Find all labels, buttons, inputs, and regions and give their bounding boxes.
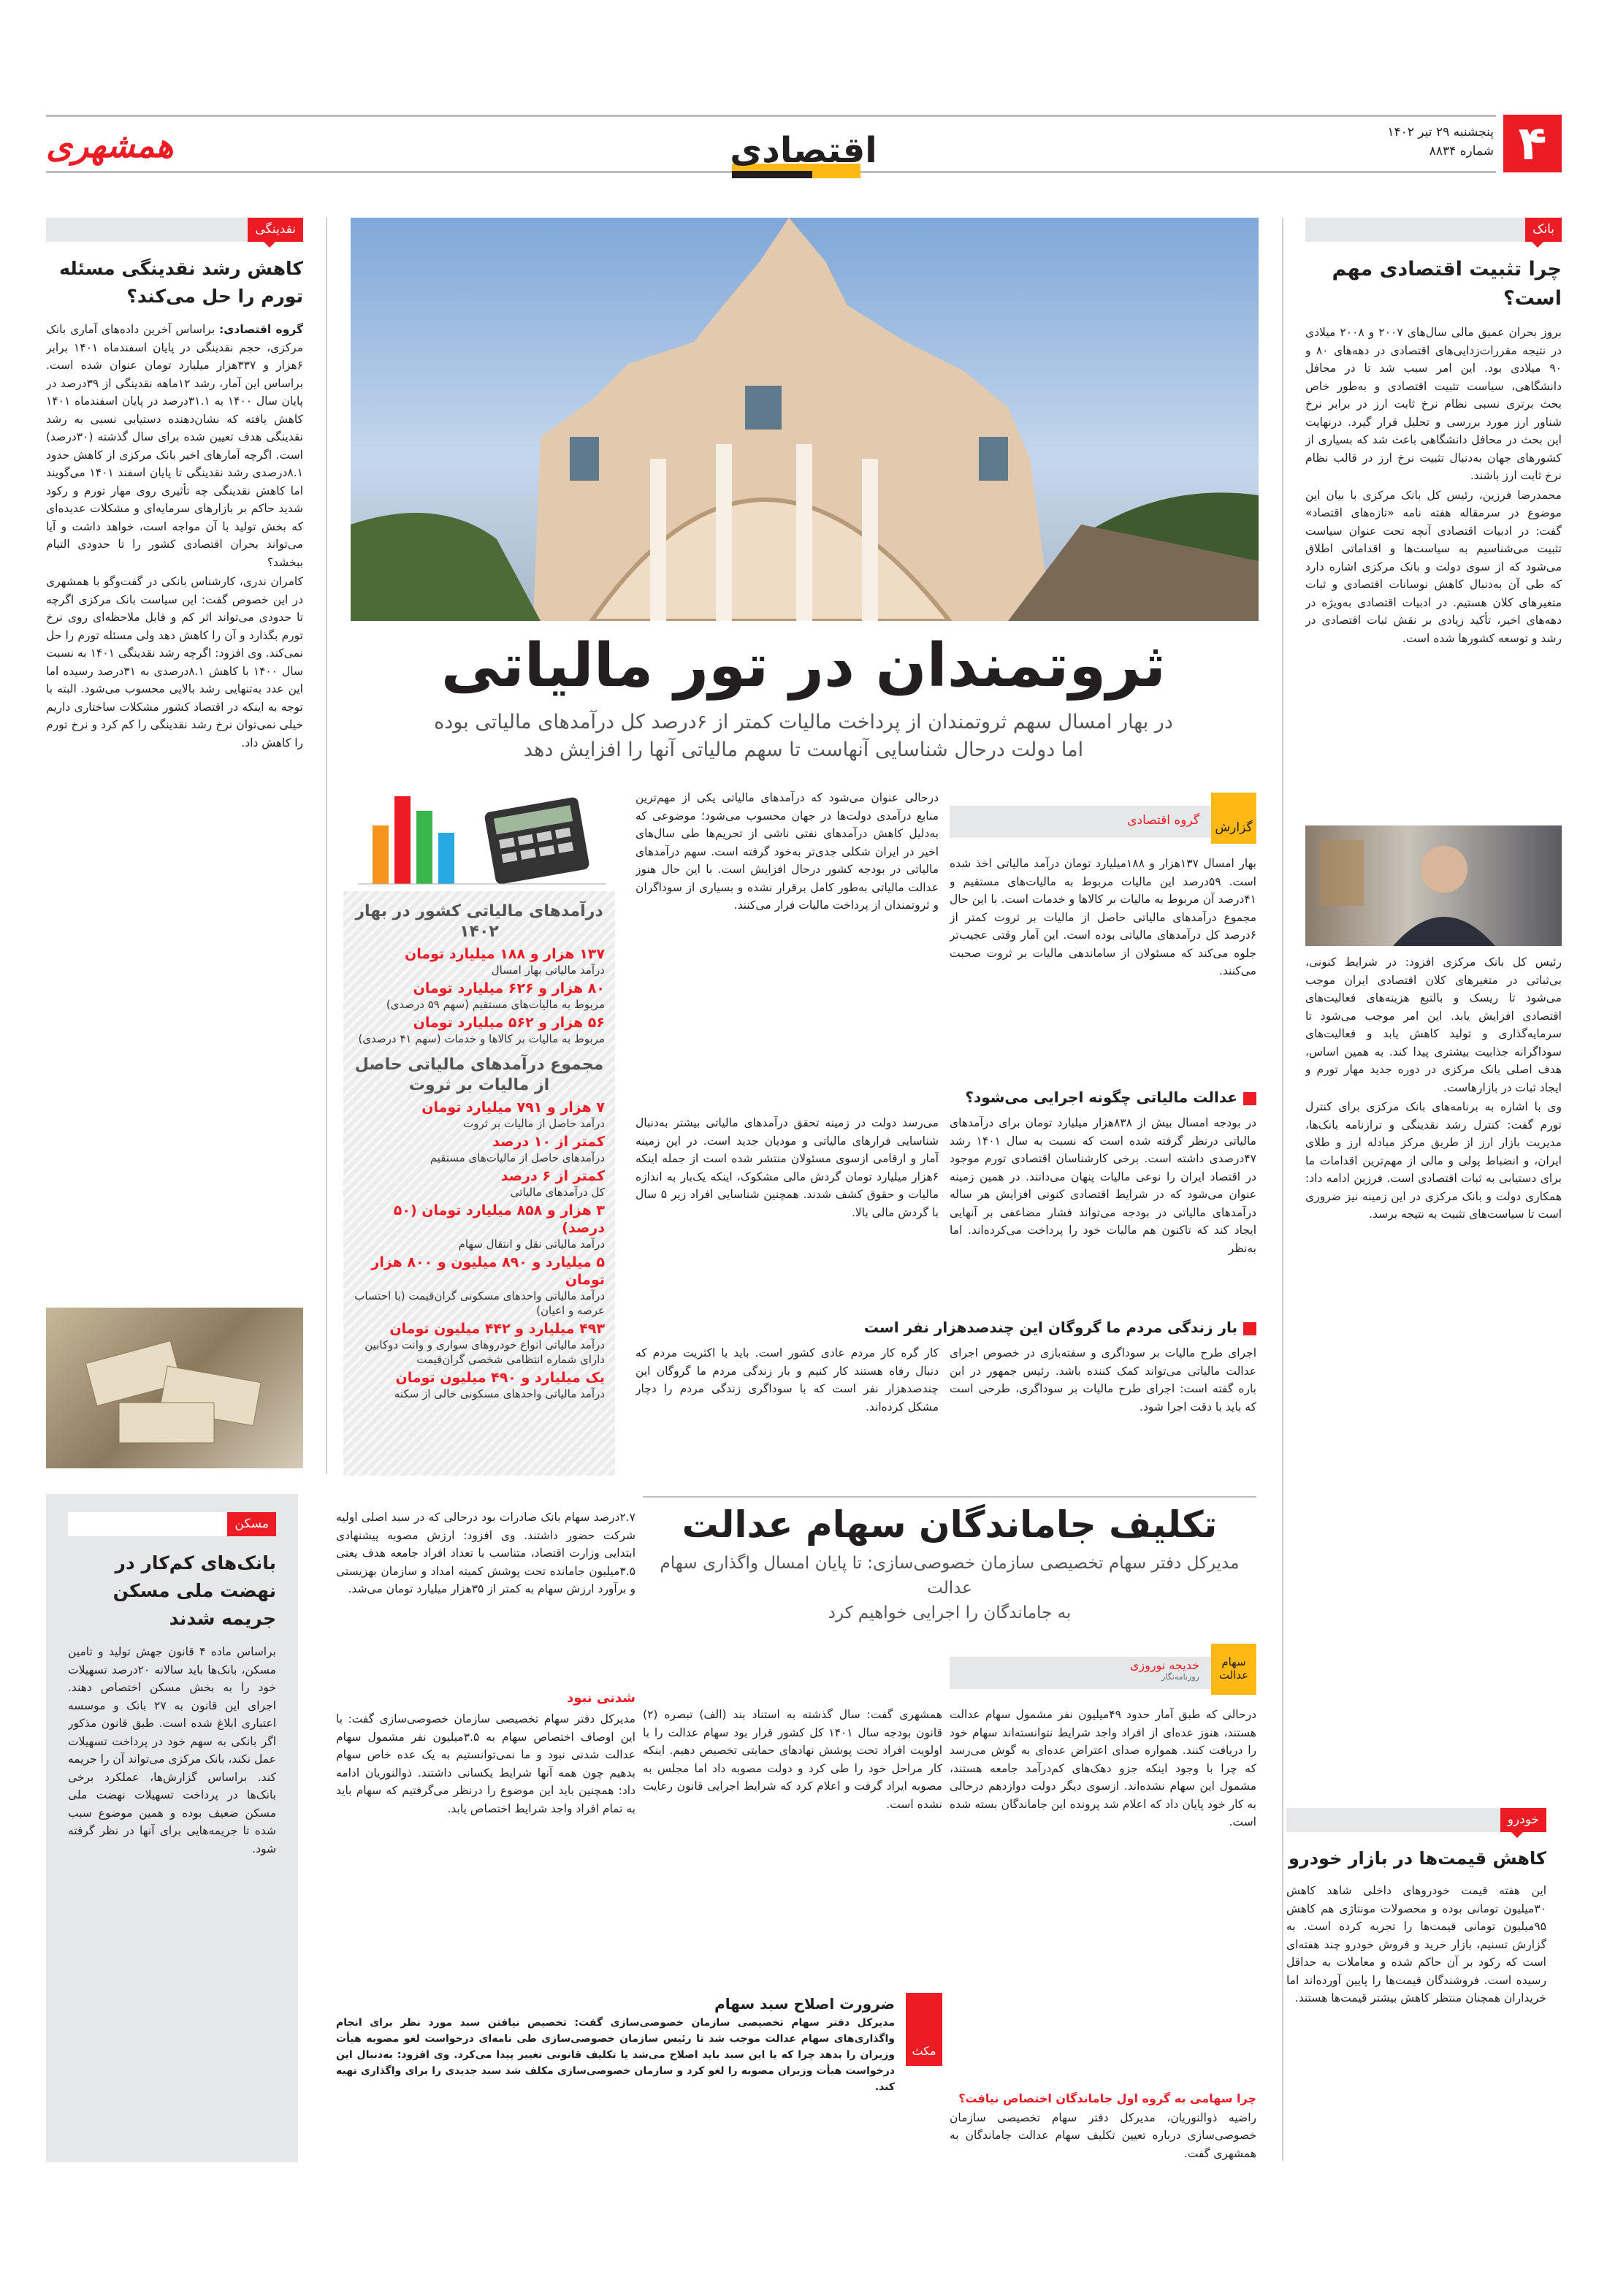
stat-label: درآمد مالیاتی بهار امسال (491, 964, 605, 977)
pause-title: ضرورت اصلاح سبد سهام (714, 1995, 895, 2013)
section-tag-bar (46, 218, 303, 242)
column-divider (1282, 218, 1283, 2161)
paragraph: اجرای طرح مالیات بر سوداگری و سفته‌بازی در خصوص اجرای عدالت مالیاتی می‌تواند کمک کننده باشد. رئیس جمهور در این باره گفته است: اجرای طرح مالیات بر سوداگری، طرحی است که باید با دقت اجرا شود. (950, 1346, 1256, 1414)
main-subhead (343, 709, 1264, 764)
page-number: ۴ (1503, 115, 1562, 172)
paragraph: می‌رسد دولت در زمینه تحقق درآمدهای مالیاتی بیشتر به‌دنبال شناسایی فرارهای مالیاتی و مودیان جدید است. در این زمینه آمار و ارقامی ازسوی مسئولان منتشر شده است از جمله اینکه ۶هزار میلیارد تومان گردش مالی مشکوک، اینکه یک‌بار به اندازه مالیات و حقوق کشف شدند. همچنین شناسایی افراد زیر ۵ سال با گردش مالی بالا. (635, 1116, 939, 1219)
tax-stats-box (343, 891, 615, 1476)
section-tag-bank: بانک (1525, 218, 1562, 242)
housing-box (46, 1494, 298, 2162)
article-title[interactable]: کاهش قیمت‌ها در بازار خودرو (1288, 1848, 1546, 1869)
shares-tag (950, 1644, 1256, 1695)
header-top-rule (46, 115, 1496, 117)
stat-label: درآمد مالیاتی واحدهای مسکونی خالی از سکنه (394, 1387, 605, 1400)
author: گروه اقتصادی (1127, 813, 1199, 828)
article-body (46, 321, 303, 1300)
main-heading-block (343, 630, 1264, 764)
paragraph: همشهری گفت: سال گذشته به استناد بند (الف) تبصره (۲) قانون بودجه سال ۱۴۰۱ کل کشور قرار بود سهام عدالت را با اولویت افراد تحت پوشش نهادهای حمایتی تخصیص دهیم. اینکه کار مراحل خود را طی کرد و دولت مصوبه داد اما مجلس به مصوبه ایراد گرفت و اعلام کرد که شرایط اجرایی قانون رعایت نشده است. (643, 1708, 942, 1811)
stat-value: کمتر از ۶ درصد (500, 1168, 605, 1184)
stat-label: درآمد مالیاتی نقل و انتقال سهام (458, 1237, 605, 1251)
stat-value: یک میلیارد و ۴۹۰ میلیون تومان (395, 1370, 605, 1386)
shares-col-right (950, 1706, 1256, 2162)
stat-label: درآمد حاصل از مالیات بر ثروت (463, 1117, 605, 1130)
paragraph: رئیس کل بانک مرکزی افزود: در شرایط کنونی، بی‌ثباتی در متغیرهای کلان اقتصادی ایران موجب می‌شود تا ریسک و بالتبع هزینه‌های فعالیت‌های اقتصادی افزایش یابد. این امر موجب می‌شود تا سرمایه‌گذاری و تولید کاهش یابد و فعالیت‌های سوداگرانه جذابیت بیشتری پیدا کند. به همین اساس، هدف اصلی بانک مرکزی در دوره جدید مهار تورم و ایجاد ثبات در بازارهاست. (1305, 956, 1562, 1094)
subhead-line: اما دولت درحال شناسایی آنهاست تا سهم مالیاتی آنها را افزایش دهد (523, 739, 1084, 761)
article-title[interactable]: بانک‌های کم‌کار در نهضت ملی مسکن جریمه شدند (112, 1552, 276, 1629)
stat-value: کمتر از ۱۰ درصد (492, 1134, 605, 1150)
report-label: گزارش (1211, 793, 1256, 844)
paragraph: براساس آخرین داده‌های آماری بانک مرکزی، حجم نقدینگی در پایان اسفندماه ۱۴۰۱ برابر ۶هزار و ۳۳۷هزار میلیارد تومان عنوان شده است. براساس این آمار، رشد ۱۲ماهه نقدینگی از ۳۹درصد در پایان سال ۱۴۰۰ به ۳۱.۱درصد در پایان اسفندماه ۱۴۰۱ کاهش یافته که نشان‌دهنده دستیابی نسبی به رشد نقدینگی هدف تعیین شده برای سال گذشته (۳۰درصد) است. اگرچه آمارهای اخیر بانک مرکزی از کاهش حدود ۸.۱درصدی رشد نقدینگی تا پایان اسفند ۱۴۰۱ می‌گویند اما کاهش نقدینگی چه تأثیری روی مهار تورم و رکود شدید حاکم بر بازارهای سرمایه‌ای و مشکلات عدیده‌ای که بخش تولید با آن مواجه است، خواهد داشت و آیا می‌تواند بحران اقتصادی کشور را تا حدودی التیام ببخشد؟ (46, 323, 303, 569)
author (1130, 1658, 1199, 1682)
article-title[interactable]: کاهش رشد نقدینگی مسئله تورم را حل می‌کند؟ (59, 258, 303, 307)
subhead-line: مدیرکل دفتر سهام تخصیصی سازمان خصوصی‌سازی: تا پایان امسال واگذاری سهام عدالت (660, 1554, 1240, 1598)
paragraph: ۲.۷درصد سهام بانک صادرات بود درحالی که در سبد اصلی اولیه شرکت حضور داشتند. وی افزود: ارزش مصوبه پیشنهادی ابتدایی وزارت اقتصاد، متناسب با تعداد افراد جامعه هدف یعنی ۳.۵میلیون جامانده تحت پوشش کمیته امداد و سازمان بهزیستی و برآورد ارزش سهام به کمتر از ۳۵هزار میلیارد تومان می‌شد. (336, 1511, 635, 1595)
stat-label: مربوط به مالیات‌های مستقیم (سهم ۵۹ درصدی) (386, 998, 605, 1011)
auto-article (1286, 1808, 1546, 2162)
mansion-photo (351, 218, 1259, 621)
paragraph: مدیرکل دفتر سهام تخصیصی سازمان خصوصی‌سازی گفت: با این اوصاف اختصاص سهام به ۳.۵میلیون نفر مشمول سهام عدالت شدنی نبود و ما نمی‌توانستیم به یک عده خاص سهام بدهیم چون همه آنها شرایط یکسانی داشتند. ذوالنوریان ادامه داد: همچنین باید این موضوع را درنظر می‌گرفتیم که سهام باید به تمام افراد واجد شرایط اختصاص یابد. (336, 1712, 635, 1815)
money-photo (46, 1308, 303, 1468)
section-tag-liquidity: نقدینگی (248, 218, 303, 242)
stat-value: ۳ هزار و ۸۵۸ میلیارد تومان (۵۰ درصد) (393, 1202, 605, 1236)
stat-label: درآمد مالیاتی انواع خودروهای سواری و وانت دوکابین دارای شماره انتظامی شخصی گران‌قیمت (364, 1338, 605, 1366)
report-tag (950, 793, 1256, 844)
stat-label: کل درآمدهای مالیاتی (510, 1186, 605, 1199)
farzin-photo (1305, 825, 1562, 946)
article-body-continued (1305, 953, 1562, 1790)
paragraph: راضیه ذوالنوریان، مدیرکل دفتر سهام تخصیصی سازمان خصوصی‌سازی درباره تعیین تکلیف سهام عدالت جاماندگان به همشهری گفت. (950, 2110, 1256, 2160)
main-headline[interactable]: ثروتمندان در تور مالیاتی (440, 631, 1167, 701)
issue-info (1322, 123, 1494, 161)
section-title: اقتصادی (730, 130, 877, 171)
shares-col-far-left (336, 1509, 635, 1976)
subheading (635, 1088, 1256, 1106)
subheading-text: بار زندگی مردم ما گروگان این چندصدهزار نفر است (863, 1319, 1237, 1336)
stat-value: ۷ هزار و ۷۹۱ میلیارد تومان (421, 1099, 605, 1115)
shares-heading-block (643, 1501, 1256, 1625)
shares-subhead (643, 1551, 1256, 1625)
section-tag-bar (1305, 218, 1562, 242)
subheading-text: عدالت مالیاتی چگونه اجرایی می‌شود؟ (965, 1088, 1237, 1106)
subhead-line: در بهار امسال سهم ثروتمندان از پرداخت مالیات کمتر از ۶درصد کل درآمدهای مالیاتی بوده (434, 711, 1173, 733)
stat-value: ۵۶ هزار و ۵۶۲ میلیارد تومان (413, 1015, 605, 1031)
section-logo (723, 130, 884, 181)
tax-illustration (343, 774, 615, 891)
stat-label: مربوط به مالیات بر کالاها و خدمات (سهم ۴۱ درصدی) (358, 1032, 605, 1045)
article-title[interactable]: چرا تثبیت اقتصادی مهم است؟ (1332, 258, 1562, 310)
column-divider (326, 218, 327, 1474)
left-column-article (46, 218, 303, 1300)
paragraph: کامران ندری، کارشناس بانکی در گفت‌وگو با همشهری در این خصوص گفت: این سیاست بانک مرکزی اگرچه تا حدودی می‌تواند اثر کم و قابل ملاحظه‌ای روی نرخ تورم بگذارد و آن را کاهش دهد ولی مسئله تورم را حل نمی‌کند. وی افزود: اگرچه رشد نقدینگی ۱۴۰۱ به نسبت سال ۱۴۰۰ با کاهش ۸.۱درصدی به ۳۱درصد رسیده اما این عدد به‌تنهایی رشد بالایی محسوب می‌شود. البته با توجه به اینکه در اقتصاد کشور مشکلات ساختاری داریم خیلی نمی‌توان نرخ رشد نقدینگی را کم کرد و نرخ تورم را کاهش داد. (46, 575, 303, 750)
pause-box (336, 1987, 942, 2162)
divider (643, 1496, 1256, 1498)
section-tag-auto: خودرو (1500, 1808, 1546, 1832)
stat-value: ۸۰ هزار و ۶۲۶ میلیارد تومان (413, 980, 605, 996)
pause-body: مدیرکل دفتر سهام تخصیصی سازمان خصوصی‌سازی گفت: تخصیص نیافتن سبد مورد نظر برای انجام واگذاری‌های سهام عدالت موجب شد تا رئیس سازمان خصوصی‌سازی طی نامه‌ای درخواست لغو مصوبه هیأت وزیران را بدهد چرا که یا این سبد باید اصلاح می‌شد یا تکلیف قانونی تغییر پیدا می‌کرد. وی افزود: به‌دنبال این درخواست هیأت وزیران مصوبه را لغو کرد و سازمان خصوصی‌سازی مکلف شد سبد جدیدی را برای واگذاری تهیه کند. (336, 2017, 895, 2093)
shares-headline[interactable]: تکلیف جاماندگان سهام عدالت (682, 1503, 1218, 1546)
paragraph: در بودجه امسال بیش از ۸۳۸هزار میلیارد تومان برای درآمدهای مالیاتی درنظر گرفته شده است که نسبت به سال ۱۴۰۱ رشد ۴۷درصدی داشته است. برخی کارشناسان اقتصادی تورم موجود در اقتصاد ایران را نوعی مالیات پنهان می‌دانند. در همین زمینه عنوان می‌شود که در شرایط اقتصادی کنونی افزایش هر ساله درآمدهای مالیاتی در بودجه می‌تواند فشار مضاعفی بر آنهایی ایجاد کند که تاکنون هم مالیات خود را پرداخت می‌کرده‌اند. اما به‌نظر (950, 1116, 1256, 1255)
issue-number: شماره ۸۸۳۴ (1429, 144, 1494, 159)
stats-title: درآمدهای مالیاتی کشور در بهار ۱۴۰۲ (355, 902, 603, 941)
article-body: این هفته قیمت خودروهای داخلی شاهد کاهش ۳۰میلیون تومانی بوده و محصولات مونتاژی هم کاهش ۹۵میلیون تومانی قیمت‌ها را تجربه کرده است. به گزارش تسنیم، بازار خرید و فروش خودرو چند هفته‌ای است که رکود بر آن حاکم شده و معاملات به حداقل رسیده است. فروشندگان قیمت‌ها را پایین آورده‌اند اما خریداران همچنان منتظر کاهش بیشتر قیمت‌ها هستند. (1286, 1884, 1546, 2005)
paragraph: بروز بحران عمیق مالی سال‌های ۲۰۰۷ و ۲۰۰۸ میلادی در نتیجه مقررات‌زدایی‌های اقتصادی در دهه‌های ۸۰ و ۹۰ میلادی بود. این امر سبب شد تا در محافل دانشگاهی، سیاست تثبیت اقتصادی و به‌طور خاص بحث برتری نسبی نظام نرخ ثابت ارز در برابر نرخ شناور ارز مورد بررسی و تحلیل قرار گیرد. درنهایت این بحث در محافل دانشگاهی باعث شد که بسیاری از کشورهای جهان به‌دنبال تثبیت نرخ ارز در قالب نظام نرخ ثابت ارز باشند. (1305, 326, 1562, 482)
stat-value: ۵ میلیارد و ۸۹۰ میلیون و ۸۰۰ هزار تومان (371, 1254, 605, 1288)
author-role: روزنامه‌نگار (1161, 1672, 1199, 1682)
paragraph: کار گره کار مردم عادی کشور است. باید با اکثریت مردم که دنبال رفاه هستند کار کنیم و بار زندگی مردم ما گروگان این چندصدهزار نفر است که با سوداگری زندگی مردم را دچار مشکل کرده‌اند. (635, 1346, 939, 1414)
paragraph: محمدرضا فرزین، رئیس کل بانک مرکزی با بیان این موضوع در سرمقاله هفته نامه «تازه‌های اقتصاد» گفت: در ادبیات اقتصادی آنچه تحت عنوان سیاست تثبیت می‌شناسیم به سیاست‌ها و اقداماتی اطلاق می‌شود که از سوی دولت و بانک مرکزی اشاره دارد که طی آن به‌دنبال کاهش نوسانات اقتصادی و ثبات متغیرهای کلان هستیم. در ادبیات اقتصادی به‌ویژه در دهه‌های اخیر، تأکید زیادی بر نقش ثبات اقتصادی در رشد و توسعه کشورها شده است. (1305, 488, 1562, 645)
pause-tag: مکث (906, 1993, 942, 2066)
paragraph: درحالی که طبق آمار حدود ۴۹میلیون نفر مشمول سهام عدالت هستند، هنوز عده‌ای از افراد واجد شرایط نتوانسته‌اند سهام خود را دریافت کنند. همواره صدای اعتراض عده‌ای به گوش می‌رسد که چرا با وجود اینکه جزو دهک‌های کم‌درآمد جامعه هستند، مشمول این سهام نشده‌اند. ازسوی دیگر دولت دوازدهم درحالی به کار خود پایان داد که اعلام شد پرونده این جاماندگان بسته شده است. (950, 1708, 1256, 1828)
stats-title: مجموع درآمدهای مالیاتی حاصل از مالیات بر ثروت (354, 1056, 604, 1094)
author-name: خدیجه نوروزی (1129, 1658, 1199, 1672)
main-article-col-left: درحالی عنوان می‌شود که درآمدهای مالیاتی یکی از مهم‌ترین منابع درآمدی دولت‌ها در جهان محسوب می‌شود؛ موضوعی که به‌دلیل کاهش درآمدهای نفتی ناشی از تحریم‌ها طی سال‌های اخیر در ایران شکلی جدی‌تر به‌خود گرفته است. سهم درآمدهای مالیاتی در بودجه کشور درحال افزایش است. با این حال هنوز عدالت مالیاتی به‌طور کامل برقرار نشده و بسیاری از سوداگران و ثروتمندان از پرداخت مالیات فرار می‌کنند. (635, 791, 939, 912)
stat-value: ۱۳۷ هزار و ۱۸۸ میلیارد تومان (405, 946, 605, 962)
subheading: چرا سهامی به گروه اول جاماندگان اختصاص نیافت؟ (958, 2091, 1256, 2105)
stat-value: ۴۹۳ میلیارد و ۴۴۲ میلیون تومان (389, 1321, 605, 1337)
article-body (1305, 324, 1562, 818)
subheading (635, 1319, 1256, 1336)
stat-label: درآمد مالیاتی واحدهای مسکونی گران‌قیمت (با احتساب عرصه و اعیان) (354, 1289, 605, 1317)
subhead-line: به جاماندگان را اجرایی خواهیم کرد (828, 1603, 1072, 1622)
shares-tag-label: سهام عدالت (1211, 1644, 1256, 1695)
stat-label: درآمدهای حاصل از مالیات‌های مستقیم (430, 1151, 605, 1164)
right-column-article (1305, 218, 1562, 818)
section-tag-housing: مسکن (227, 1512, 276, 1536)
byline: گروه اقتصادی: (219, 323, 303, 336)
subheading: شدنی نبود (567, 1690, 635, 1706)
article-body: براساس ماده ۴ قانون جهش تولید و تامین مسکن، بانک‌ها باید سالانه ۲۰درصد تسهیلات خود را به بخش مسکن اختصاص دهند. اجرای این قانون به ۲۷ بانک و موسسه اعتباری ابلاغ شده است. طبق قانون مذکور اگر بانکی به سهم خود در پرداخت تسهیلات عمل نکند، بانک مرکزی می‌تواند آن را جریمه کند. براساس گزارش‌ها، عملکرد برخی بانک‌ها در پرداخت تسهیلات نهضت ملی مسکن ضعیف بوده و همین موضوع سبب شده تا جریمه‌هایی برای آنها در نظر گرفته شود. (68, 1645, 276, 1856)
issue-date: پنجشنبه ۲۹ تیر ۱۴۰۲ (1387, 125, 1494, 140)
main-article-col-right: بهار امسال ۱۳۷هزار و ۱۸۸میلیارد تومان درآمد مالیاتی اخذ شده است. ۵۹درصد این مالیات مربوط به مالیات‌های مستقیم و ۴۱درصد آن مربوط به مالیات بر کالاها و خدمات است. با این حال مجموع درآمدهای مالیاتی حاصل از مالیات بر ثروت کمتر از ۶درصد کل درآمدهای مالیاتی بوده است. این آمار وقتی عجیب‌تر جلوه می‌کند که مسئولان از ساماندهی مالیات بر ثروت صحبت می‌کنند. (950, 857, 1256, 977)
bar-illustration (373, 796, 454, 884)
paragraph: وی با اشاره به برنامه‌های بانک مرکزی برای کنترل تورم گفت: کنترل رشد نقدینگی و ترازنامه بانک‌ها، مدیریت بازار ارز از طریق مرکز مبادله ارز و طلای ایران، و انضباط پولی و مالی از مهم‌ترین اقدامات ما برای دستیابی به ثبات اقتصادی است. فرزین ادامه داد: همکاری دولت و بانک مرکزی در این زمینه نیز ضروری است تا سیاست‌های تثبیت به نتیجه برسد. (1305, 1100, 1562, 1221)
newspaper-logo: همشهری (46, 126, 174, 165)
section-tag-bar (1286, 1808, 1546, 1832)
